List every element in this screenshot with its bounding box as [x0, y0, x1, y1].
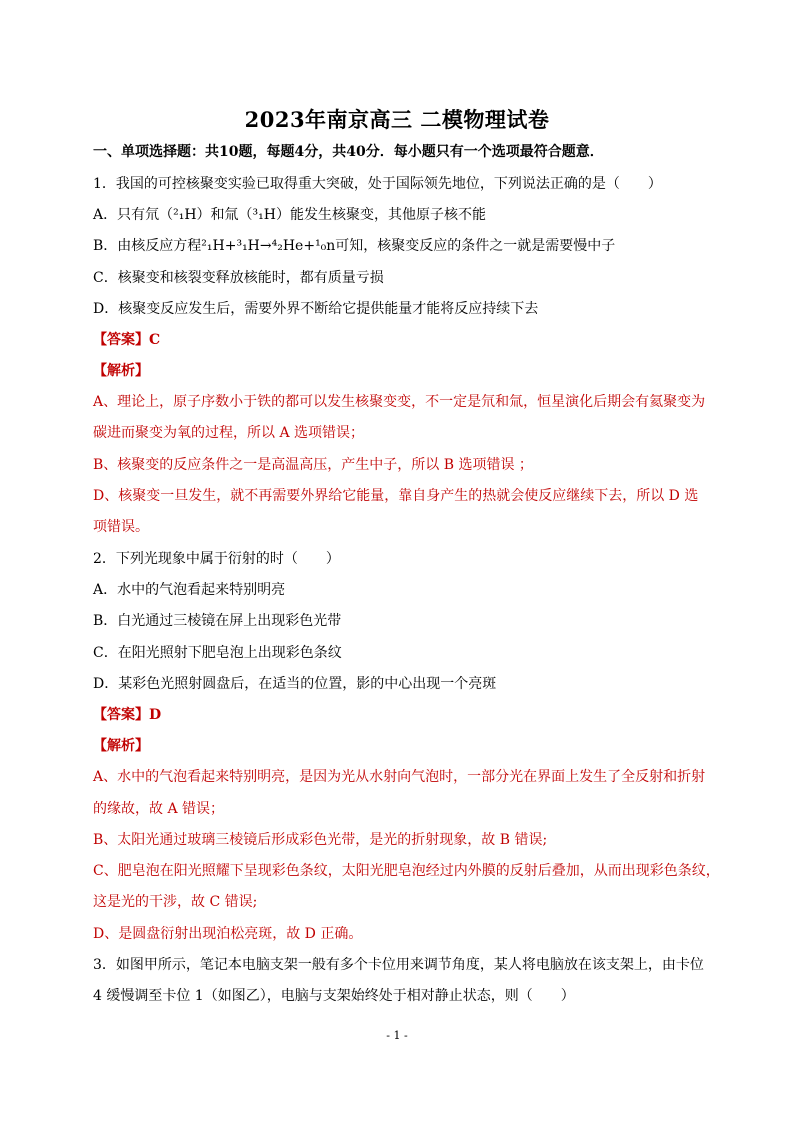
question-3-stem-line: 4 缓慢调至卡位 1（如图乙），电脑与支架始终处于相对静止状态，则（ ） — [93, 988, 575, 1004]
question-2-stem: 2．下列光现象中属于衍射的时（ ） — [93, 551, 340, 567]
question-1-analysis-line: D、核聚变一旦发生，就不再需要外界给它能量，靠自身产生的热就会使反应继续下去，所以 D 选 — [93, 488, 699, 504]
question-2-option-c: C．在阳光照射下肥皂泡上出现彩色条纹 — [93, 645, 342, 661]
answer-tag: 【答案】 — [93, 332, 149, 348]
question-1-option-d: D．核聚变反应发生后，需要外界不断给它提供能量才能将反应持续下去 — [93, 301, 539, 317]
question-2-analysis-line: A、水中的气泡看起来特别明亮，是因为光从水射向气泡时，一部分光在界面上发生了全反射和折射 — [93, 769, 706, 785]
answer-value: D — [149, 707, 162, 723]
question-2-analysis-line: B、太阳光通过玻璃三棱镜后形成彩色光带，是光的折射现象，故 B 错误; — [93, 832, 548, 848]
question-1-option-b: B．由核反应方程²₁H+³₁H→⁴₂He+¹₀n可知，核聚变反应的条件之一就是需要慢中子 — [93, 238, 616, 254]
question-1-answer — [93, 331, 713, 349]
question-2-option-b: B．白光通过三棱镜在屏上出现彩色光带 — [93, 613, 342, 629]
question-1-option-c: C．核聚变和核裂变释放核能时，都有质量亏损 — [93, 270, 384, 286]
question-2-analysis-line: D、是圆盘衍射出现泊松亮斑，故 D 正确。 — [93, 926, 363, 942]
page-number: - 1 - — [386, 1029, 408, 1042]
question-3-stem-line: 3．如图甲所示，笔记本电脑支架一般有多个卡位用来调节角度，某人将电脑放在该支架上，由卡位 — [93, 957, 704, 973]
question-1-stem: 1．我国的可控核聚变实验已取得重大突破，处于国际领先地位，下列说法正确的是（ ） — [93, 176, 662, 192]
question-2-analysis-line: 这是光的干涉，故 C 错误; — [93, 894, 258, 910]
question-1-analysis-line: 碳进而聚变为氧的过程，所以 A 选项错误； — [93, 425, 365, 441]
question-1-analysis-line: B、核聚变的反应条件之一是高温高压，产生中子，所以 B 选项错误 ； — [93, 457, 533, 473]
answer-value: C — [149, 332, 161, 348]
question-1-option-a: A．只有氘（²₁H）和氚（³₁H）能发生核聚变，其他原子核不能 — [93, 207, 486, 223]
answer-tag: 【答案】 — [93, 707, 149, 723]
question-2-analysis-line: C、肥皂泡在阳光照耀下呈现彩色条纹，太阳光肥皂泡经过内外膜的反射后叠加，从而出现彩色条纹， — [93, 863, 720, 879]
page-title: 2023年南京高三 二模物理试卷 — [244, 107, 550, 132]
section-header: 一、单项选择题：共10题，每题4分，共40分．每小题只有一个选项最符合题意． — [93, 144, 604, 160]
question-1-analysis-line: A、理论上，原子序数小于铁的都可以发生核聚变变，不一定是氘和氚，恒星演化后期会有氦聚变为 — [93, 394, 706, 410]
question-2-option-d: D．某彩色光照射圆盘后，在适当的位置，影的中心出现一个亮斑 — [93, 676, 497, 692]
question-2-analysis-tag: 【解析】 — [93, 738, 149, 754]
question-1-analysis-tag: 【解析】 — [93, 363, 149, 379]
question-1-analysis-line: 项错误。 — [93, 519, 149, 535]
question-2-option-a: A．水中的气泡看起来特别明亮 — [93, 582, 286, 598]
question-2-analysis-line: 的缘故，故 A 错误； — [93, 801, 225, 817]
question-2-answer — [93, 706, 713, 724]
